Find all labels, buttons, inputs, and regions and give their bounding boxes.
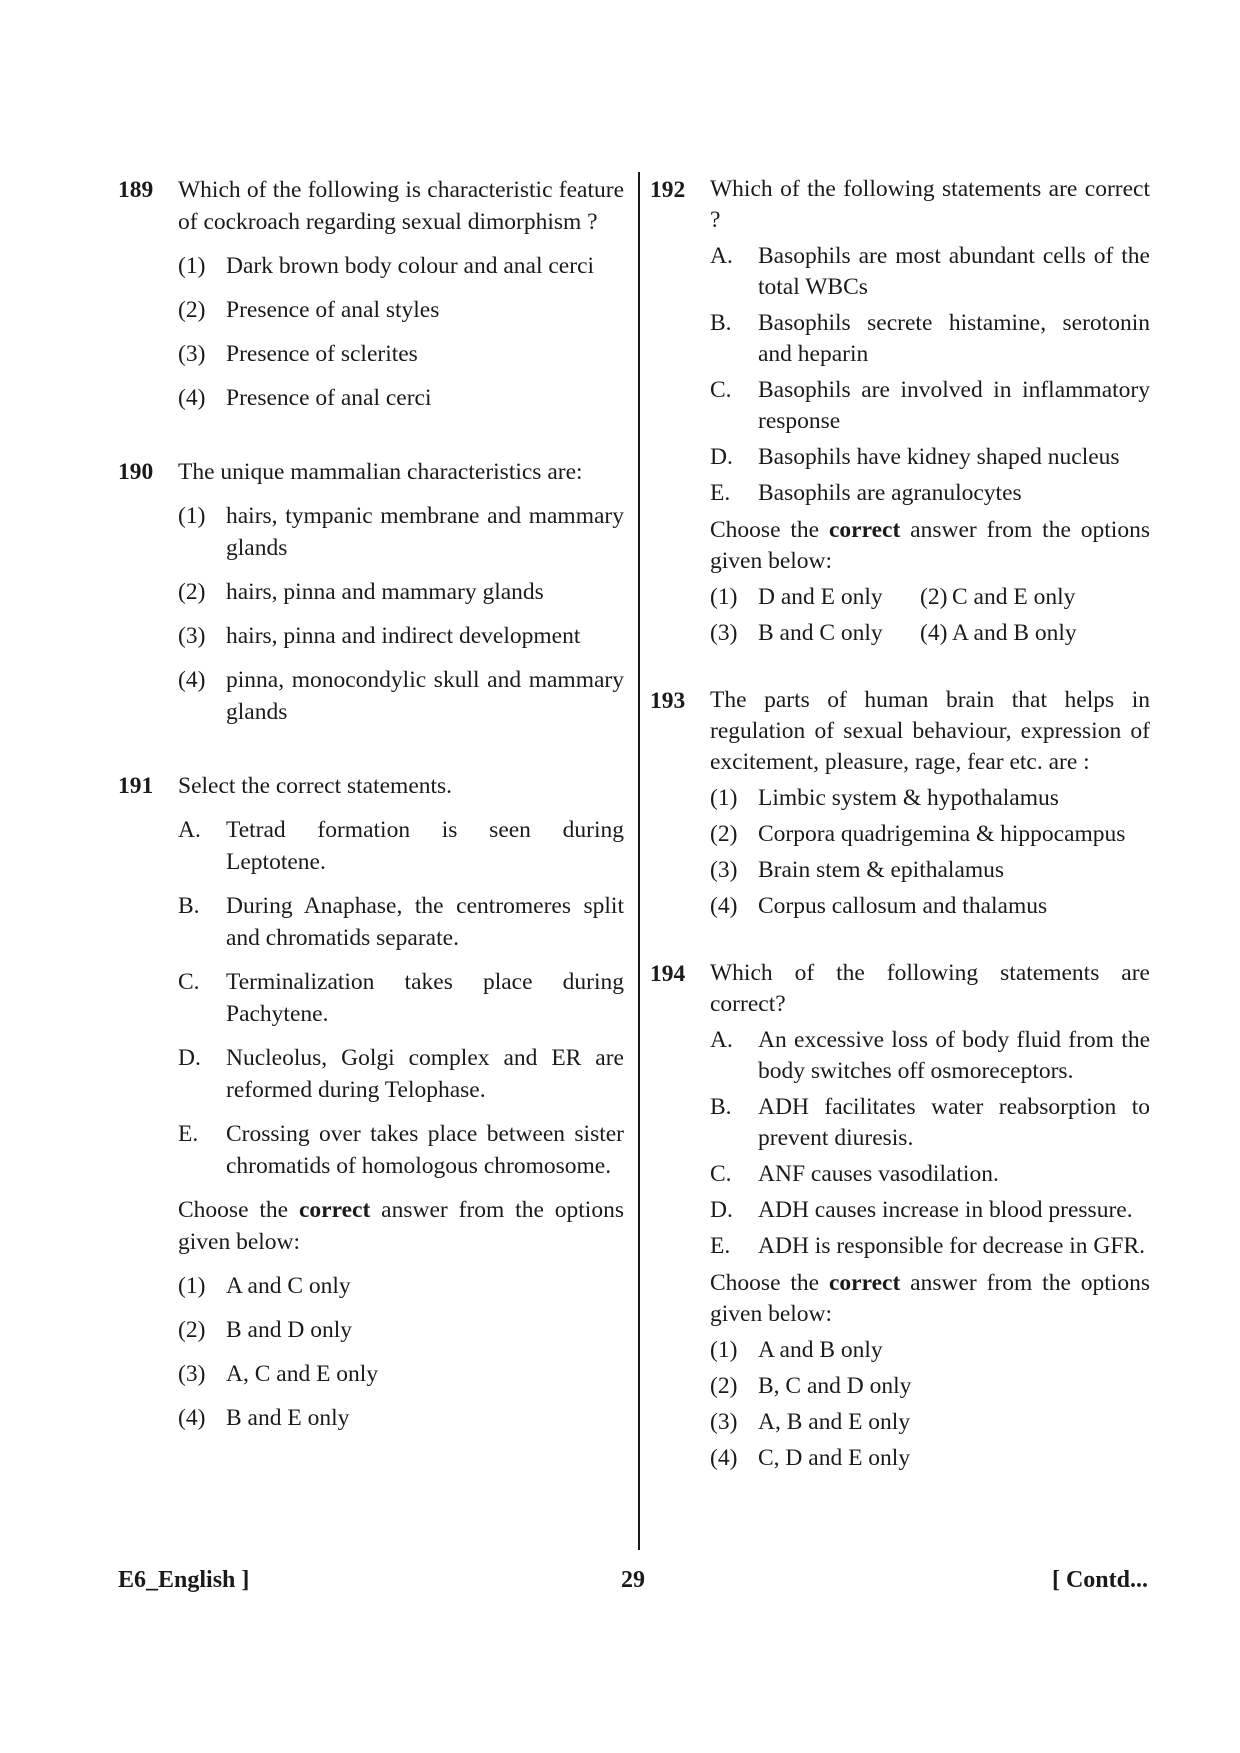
option-key: (1) [710, 785, 738, 811]
statement-key: D. [178, 1045, 201, 1071]
option-text: C and E only [952, 584, 1076, 610]
statement [710, 1025, 1150, 1087]
option [920, 618, 1130, 649]
statement [710, 478, 1150, 509]
option-key: (1) [178, 1273, 206, 1299]
statement-text: Crossing over takes place between sister chromatids of homologous chromosome. [226, 1121, 624, 1179]
statement [178, 966, 624, 1030]
choose-text: answer from the options given below: [178, 1197, 624, 1255]
option [710, 1443, 1150, 1474]
choose-instruction [710, 515, 1150, 577]
choose-instruction [710, 1268, 1150, 1330]
option-text: Corpus callosum and thalamus [758, 893, 1048, 919]
question-number: 192 [650, 177, 686, 203]
statement-text: ADH causes increase in blood pressure. [758, 1197, 1133, 1223]
option-key: (2) [710, 821, 738, 847]
option-text: Presence of anal styles [226, 297, 440, 323]
option-text: C, D and E only [758, 1445, 911, 1471]
question-191 [118, 770, 624, 1434]
choose-bold-word: correct [298, 1197, 371, 1223]
option-key: (1) [178, 253, 206, 279]
option-row [710, 618, 1150, 649]
column-divider [638, 172, 640, 1550]
option-text: A and B only [758, 1337, 883, 1363]
option [710, 819, 1150, 850]
option-key: (2) [178, 297, 206, 323]
option-key: (3) [178, 341, 206, 367]
statement-key: A. [710, 243, 733, 269]
question-194 [650, 958, 1150, 1474]
choose-instruction [178, 1194, 624, 1258]
option [178, 576, 624, 608]
statement [178, 1042, 624, 1106]
statement-key: B. [178, 893, 200, 919]
choose-bold-word: correct [828, 1270, 901, 1296]
question-text: Which of the following statements are correct? [710, 960, 1150, 1017]
statement-key: D. [710, 444, 733, 470]
option-text: B and C only [758, 620, 883, 646]
statement-text: Terminalization takes place during Pachytene. [226, 969, 624, 1027]
choose-bold-word: correct [828, 517, 901, 543]
statement-text: During Anaphase, the centromeres split and chromatids separate. [226, 893, 624, 951]
option-text: pinna, monocondylic skull and mammary glands [226, 667, 624, 725]
option [178, 338, 624, 370]
statement-key: C. [710, 377, 732, 403]
option-text: A and C only [226, 1273, 351, 1299]
question-text: Which of the following statements are correct ? [710, 176, 1150, 233]
right-column [650, 174, 1150, 1474]
statement-key: B. [710, 310, 732, 336]
statement-text: Tetrad formation is seen during Leptotene. [226, 817, 624, 875]
statement-text: ANF causes vasodilation. [758, 1161, 999, 1187]
option-text: hairs, pinna and indirect development [226, 623, 581, 649]
option-text: A, C and E only [226, 1361, 379, 1387]
option [178, 1270, 624, 1302]
statement [178, 814, 624, 878]
question-number: 190 [118, 459, 154, 485]
statement-text: Basophils are agranulocytes [758, 480, 1022, 506]
choose-text: Choose the [710, 517, 829, 543]
statement-key: C. [178, 969, 200, 995]
statement-text: Basophils are most abundant cells of the total WBCs [758, 243, 1150, 300]
option-key: (4) [178, 667, 206, 693]
option [178, 250, 624, 282]
option-text: hairs, pinna and mammary glands [226, 579, 544, 605]
statement-key: D. [710, 1197, 733, 1223]
statement [710, 442, 1150, 473]
choose-text: Choose the [710, 1270, 829, 1296]
option [710, 1371, 1150, 1402]
option-key: (1) [178, 503, 206, 529]
option [710, 1407, 1150, 1438]
footer-booklet-code: E6_English ] [118, 1567, 250, 1593]
option-key: (3) [710, 1409, 738, 1435]
option-text: A and B only [952, 620, 1077, 646]
option-key: (2) [710, 1373, 738, 1399]
option [710, 783, 1150, 814]
option-text: B and D only [226, 1317, 352, 1343]
left-column [118, 174, 624, 1434]
option-key: (4) [710, 1445, 738, 1471]
page-number: 29 [621, 1567, 645, 1593]
statement [710, 375, 1150, 437]
option-key: (1) [710, 1337, 738, 1363]
option-text: Limbic system & hypothalamus [758, 785, 1059, 811]
statement-key: C. [710, 1161, 732, 1187]
statement-text: Basophils have kidney shaped nucleus [758, 444, 1120, 470]
statement-text: ADH facilitates water reabsorption to prevent diuresis. [758, 1094, 1150, 1151]
statement [178, 1118, 624, 1182]
option-text: Corpora quadrigemina & hippocampus [758, 821, 1126, 847]
statement-key: E. [710, 480, 731, 506]
option-text: Brain stem & epithalamus [758, 857, 1005, 883]
choose-text: answer from the options given below: [710, 1270, 1150, 1327]
option-text: A, B and E only [758, 1409, 911, 1435]
option [920, 582, 1130, 613]
question-192 [650, 174, 1150, 649]
footer-continued: [ Contd... [1051, 1567, 1148, 1593]
statement-text: ADH is responsible for decrease in GFR. [758, 1233, 1146, 1259]
statement-text: Basophils secrete histamine, serotonin and heparin [758, 310, 1150, 367]
statement-key: A. [710, 1027, 733, 1053]
option-text: B, C and D only [758, 1373, 912, 1399]
option-text: hairs, tympanic membrane and mammary glands [226, 503, 624, 561]
option [178, 620, 624, 652]
question-number: 191 [118, 773, 154, 799]
option [178, 382, 624, 414]
choose-text: answer from the options given below: [710, 517, 1150, 574]
question-text: Which of the following is characteristic feature of cockroach regarding sexual dimorphism ? [178, 177, 624, 235]
option-text: Dark brown body colour and anal cerci [226, 253, 595, 279]
statement-text: An excessive loss of body fluid from the body switches off osmoreceptors. [758, 1027, 1150, 1084]
option-key: (1) [710, 584, 738, 610]
option-key: (2) [920, 584, 948, 610]
question-text: Select the correct statements. [178, 773, 453, 799]
statement-key: B. [710, 1094, 732, 1120]
choose-text: Choose the [178, 1197, 299, 1223]
option-row [710, 582, 1150, 613]
statement [710, 308, 1150, 370]
statement [710, 1195, 1150, 1226]
question-189 [118, 174, 624, 414]
question-text: The parts of human brain that helps in regulation of sexual behaviour, expression of excitement, pleasure, rage, fear etc. are : [710, 687, 1150, 775]
option-key: (2) [178, 579, 206, 605]
statement-text: Basophils are involved in inflammatory response [758, 377, 1150, 434]
option [710, 855, 1150, 886]
statement [710, 241, 1150, 303]
statement-text: Nucleolus, Golgi complex and ER are reformed during Telophase. [226, 1045, 624, 1103]
option [178, 664, 624, 728]
statement [178, 890, 624, 954]
option-key: (4) [178, 1405, 206, 1431]
option-key: (4) [178, 385, 206, 411]
statement-key: E. [178, 1121, 199, 1147]
option-text: Presence of sclerites [226, 341, 418, 367]
option [178, 1358, 624, 1390]
option [178, 294, 624, 326]
option [710, 618, 920, 649]
statement [710, 1092, 1150, 1154]
statement [710, 1159, 1150, 1190]
option [710, 582, 920, 613]
option-text: D and E only [758, 584, 883, 610]
option [710, 891, 1150, 922]
option-key: (3) [710, 620, 738, 646]
question-text: The unique mammalian characteristics are: [178, 459, 583, 485]
statement-key: E. [710, 1233, 731, 1259]
option-key: (4) [710, 893, 738, 919]
option-key: (4) [920, 620, 948, 646]
option [178, 1314, 624, 1346]
question-number: 194 [650, 961, 686, 987]
statement-key: A. [178, 817, 201, 843]
option [178, 500, 624, 564]
option-text: B and E only [226, 1405, 350, 1431]
question-number: 193 [650, 688, 686, 714]
question-193 [650, 685, 1150, 922]
option-key: (3) [178, 1361, 206, 1387]
statement [710, 1231, 1150, 1262]
option-key: (3) [178, 623, 206, 649]
option-key: (2) [178, 1317, 206, 1343]
option [710, 1335, 1150, 1366]
option-key: (3) [710, 857, 738, 883]
option [178, 1402, 624, 1434]
question-190 [118, 456, 624, 728]
option-text: Presence of anal cerci [226, 385, 432, 411]
question-number: 189 [118, 177, 154, 203]
